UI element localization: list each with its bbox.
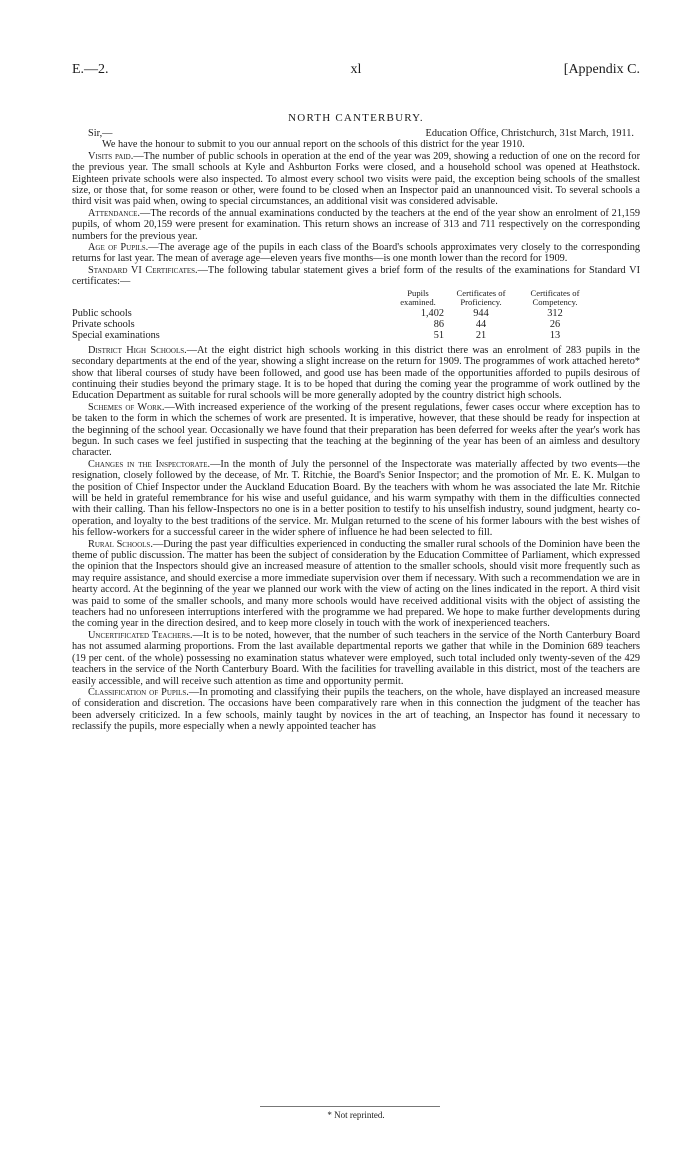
table-row [72,330,592,341]
paragraph-visits-paid: Visits paid.—The number of public schools in operation at the end of the year was 209, showing a reduction of one on the record for the previous year. The small schools at Kyle and Ashburton Forks were closed, and a household school was opened at Heathstock. Eighteen private schools were also inspected. To almost every school two visits were paid, the exception being schools of the smallest size, or those that, for some reason or other, were found to be closed when an Inspector paid an unannounced visit. To several schools a third visit was paid when, owing to special circumstances, an additional visit was considered advisable. [72,150,640,208]
table-row [72,308,592,319]
salutation-line [72,128,640,139]
heading-rural-schools: Rural Schools. [88,538,153,550]
paragraph-uncertificated-teachers: Uncertificated Teachers.—It is to be noted, however, that the number of such teachers in the service of the North Canterbury Board has not assumed alarming proportions. From the last available departmental reports we gather that while in the Dominion 689 teachers (19 per cent. of the whole) possessing no examination status whatever were employed, such total included only twenty-seven of the 429 teachers in the service of the North Canterbury Board. With the facilities for travelling available in this district, most of the teachers are easily accessible, and will receive such attention as time and opportunity permit. [72,629,641,687]
header-appendix: [Appendix C. [563,62,640,77]
heading-classification-of-pupils: Classification of Pupils. [88,686,189,698]
cell-examined: 51 [433,330,444,342]
intro-paragraph: We have the honour to submit to you our annual report on the schools of this district for the year 1910. [102,139,525,151]
table-row [72,319,592,330]
table-header-row [72,289,592,308]
header-page-number: xl [350,62,362,77]
dateline: Education Office, Christchurch, 31st March, 1911. [425,128,634,139]
certificates-table [72,289,592,342]
heading-attendance: Attendance. [88,207,141,219]
heading-visits-paid: Visits paid. [88,150,134,162]
page-header [72,62,640,80]
salutation: Sir,— [88,128,113,139]
heading-district-high-schools: District High Schools. [88,344,187,356]
col-header-proficiency: Certificates of Proficiency. [456,287,506,308]
report-body [72,128,640,733]
col-header-examined: Pupils examined. [400,287,436,308]
cell-proficiency: 21 [475,330,487,342]
footnote: * Not reprinted. [327,1110,385,1120]
row-label: Special examinations [72,330,160,342]
cell-proficiency: 944 [473,307,489,319]
cell-proficiency: 44 [475,318,487,330]
heading-age-of-pupils: Age of Pupils. [88,242,149,254]
cell-competency: 26 [549,318,561,330]
paragraph-changes-inspectorate: Changes in the Inspectorate.—In the month of July the personnel of the Inspectorate was materially affected by two events—the resignation, closely followed by the decease, of Mr. T. Ritchie, the Board's Senior Inspector; and the promotion of Mr. E. K. Mulgan to the position of Chief Inspector under the Auckland Education Board. By the teachers with whom he was associated the late Mr. Ritchie will be held in grateful remembrance for his wise and useful guidance, and his warm sympathy with them in the difficulties connected with their calling. Than his fellow-Inspectors no one is in a better position to testify to his unselfish industry, sound judgment, hearty co-operation, and loyalty to the best traditions of the service. Mr. Mulgan returned to the scene of his former labours with the best wishes of his fellow-workers for a successful career in the wider sphere of influence he had been selected to fill. [72,458,640,539]
heading-standard-vi: Standard VI Certificates. [88,264,198,276]
cell-competency: 312 [547,307,563,319]
header-section-code: E.—2. [72,62,109,77]
heading-uncertificated-teachers: Uncertificated Teachers. [88,629,193,641]
heading-schemes-of-work: Schemes of Work. [88,401,165,413]
paragraph-classification-of-pupils: Classification of Pupils.—In promoting and classifying their pupils the teachers, on the whole, have displayed an increased measure of consideration and discretion. The occasions have been comparatively rare when in this connection the judgment of the teacher has been adversely criticized. In a few schools, mainly taught by novices in the art of teaching, an Inspector has found it necessary to reclassify the pupils, more especially when a newly appointed teacher has [72,686,640,733]
row-label: Public schools [72,307,132,319]
paragraph-age-of-pupils: Age of Pupils.—The average age of the pupils in each class of the Board's schools approximates very closely to the corresponding returns for last year. The mean of average age—eleven years five months—is one month lower than the record for 1909. [72,242,640,265]
paragraph-standard-vi: Standard VI Certificates.—The following tabular statement gives a brief form of the results of the examinations for Standard VI certificates:— [72,264,641,288]
paragraph-district-high-schools: District High Schools.—At the eight district high schools working in this district there was an enrolment of 283 pupils in the secondary departments at the end of the year, showing a slight increase on the return for 1909. The programmes of work attached hereto* show that liberal courses of study have been followed, and good use has been made of the opportunities afforded to pupils desirous of continuing their studies beyond the primary stage. It is to be hoped that during the coming year the programme of work outlined by the Education Department as suitable for rural schools will be more generally adopted by the country district high schools. [72,344,640,402]
cell-competency: 13 [549,330,561,342]
col-header-competency: Certificates of Competency. [530,287,580,308]
paragraph-attendance: Attendance.—The records of the annual examinations conducted by the teachers at the end of the year show an enrolment of 21,159 pupils, of whom 20,159 were present for examination. This return shows an increase of 313 and 711 respectively on the corresponding numbers for the previous year. [72,207,640,242]
report-title: NORTH CANTERBURY. [288,112,424,124]
paragraph-schemes-of-work: Schemes of Work.—With increased experience of the working of the present regulations, fewer cases occur where exception has to be taken to the form in which the schemes of work are presented. It is imperative, however, that these should be ready for inspection at the beginning of the school year. Occasionally we have found that their preparation has been deferred for weeks after the year's work has begun. In such cases we feel justified in suspecting that the teaching at the beginning of the year has been of an aimless and desultory character. [72,401,640,459]
row-label: Private schools [72,318,135,330]
heading-changes-inspectorate: Changes in the Inspectorate. [88,458,211,470]
cell-examined: 86 [433,318,444,330]
footnote-rule [260,1106,440,1107]
paragraph-rural-schools: Rural Schools.—During the past year difficulties experienced in conducting the smaller rural schools of the Dominion have been the theme of public discussion. The matter has been the subject of consideration by the Education Committee of Parliament, which expressed the opinion that the Inspectors should give an increased measure of attention to the smaller schools, should visit more frequently such as may require assistance, and should exercise a more immediate supervision over them if necessary. With such a recommendation we are in hearty accord. At the beginning of the year we planned our work with the view of acting on the lines indicated in the report. A third visit was paid to some of the smaller schools, and many more schools would have received additional visits with the object of assisting the teachers had no unforeseen interruptions interfered with the programme we had prepared. We hope to make further developments during the coming year in the direction desired, and to keep more closely in touch with the work of inexperienced teachers. [72,538,640,630]
cell-examined: 1,402 [420,307,444,319]
